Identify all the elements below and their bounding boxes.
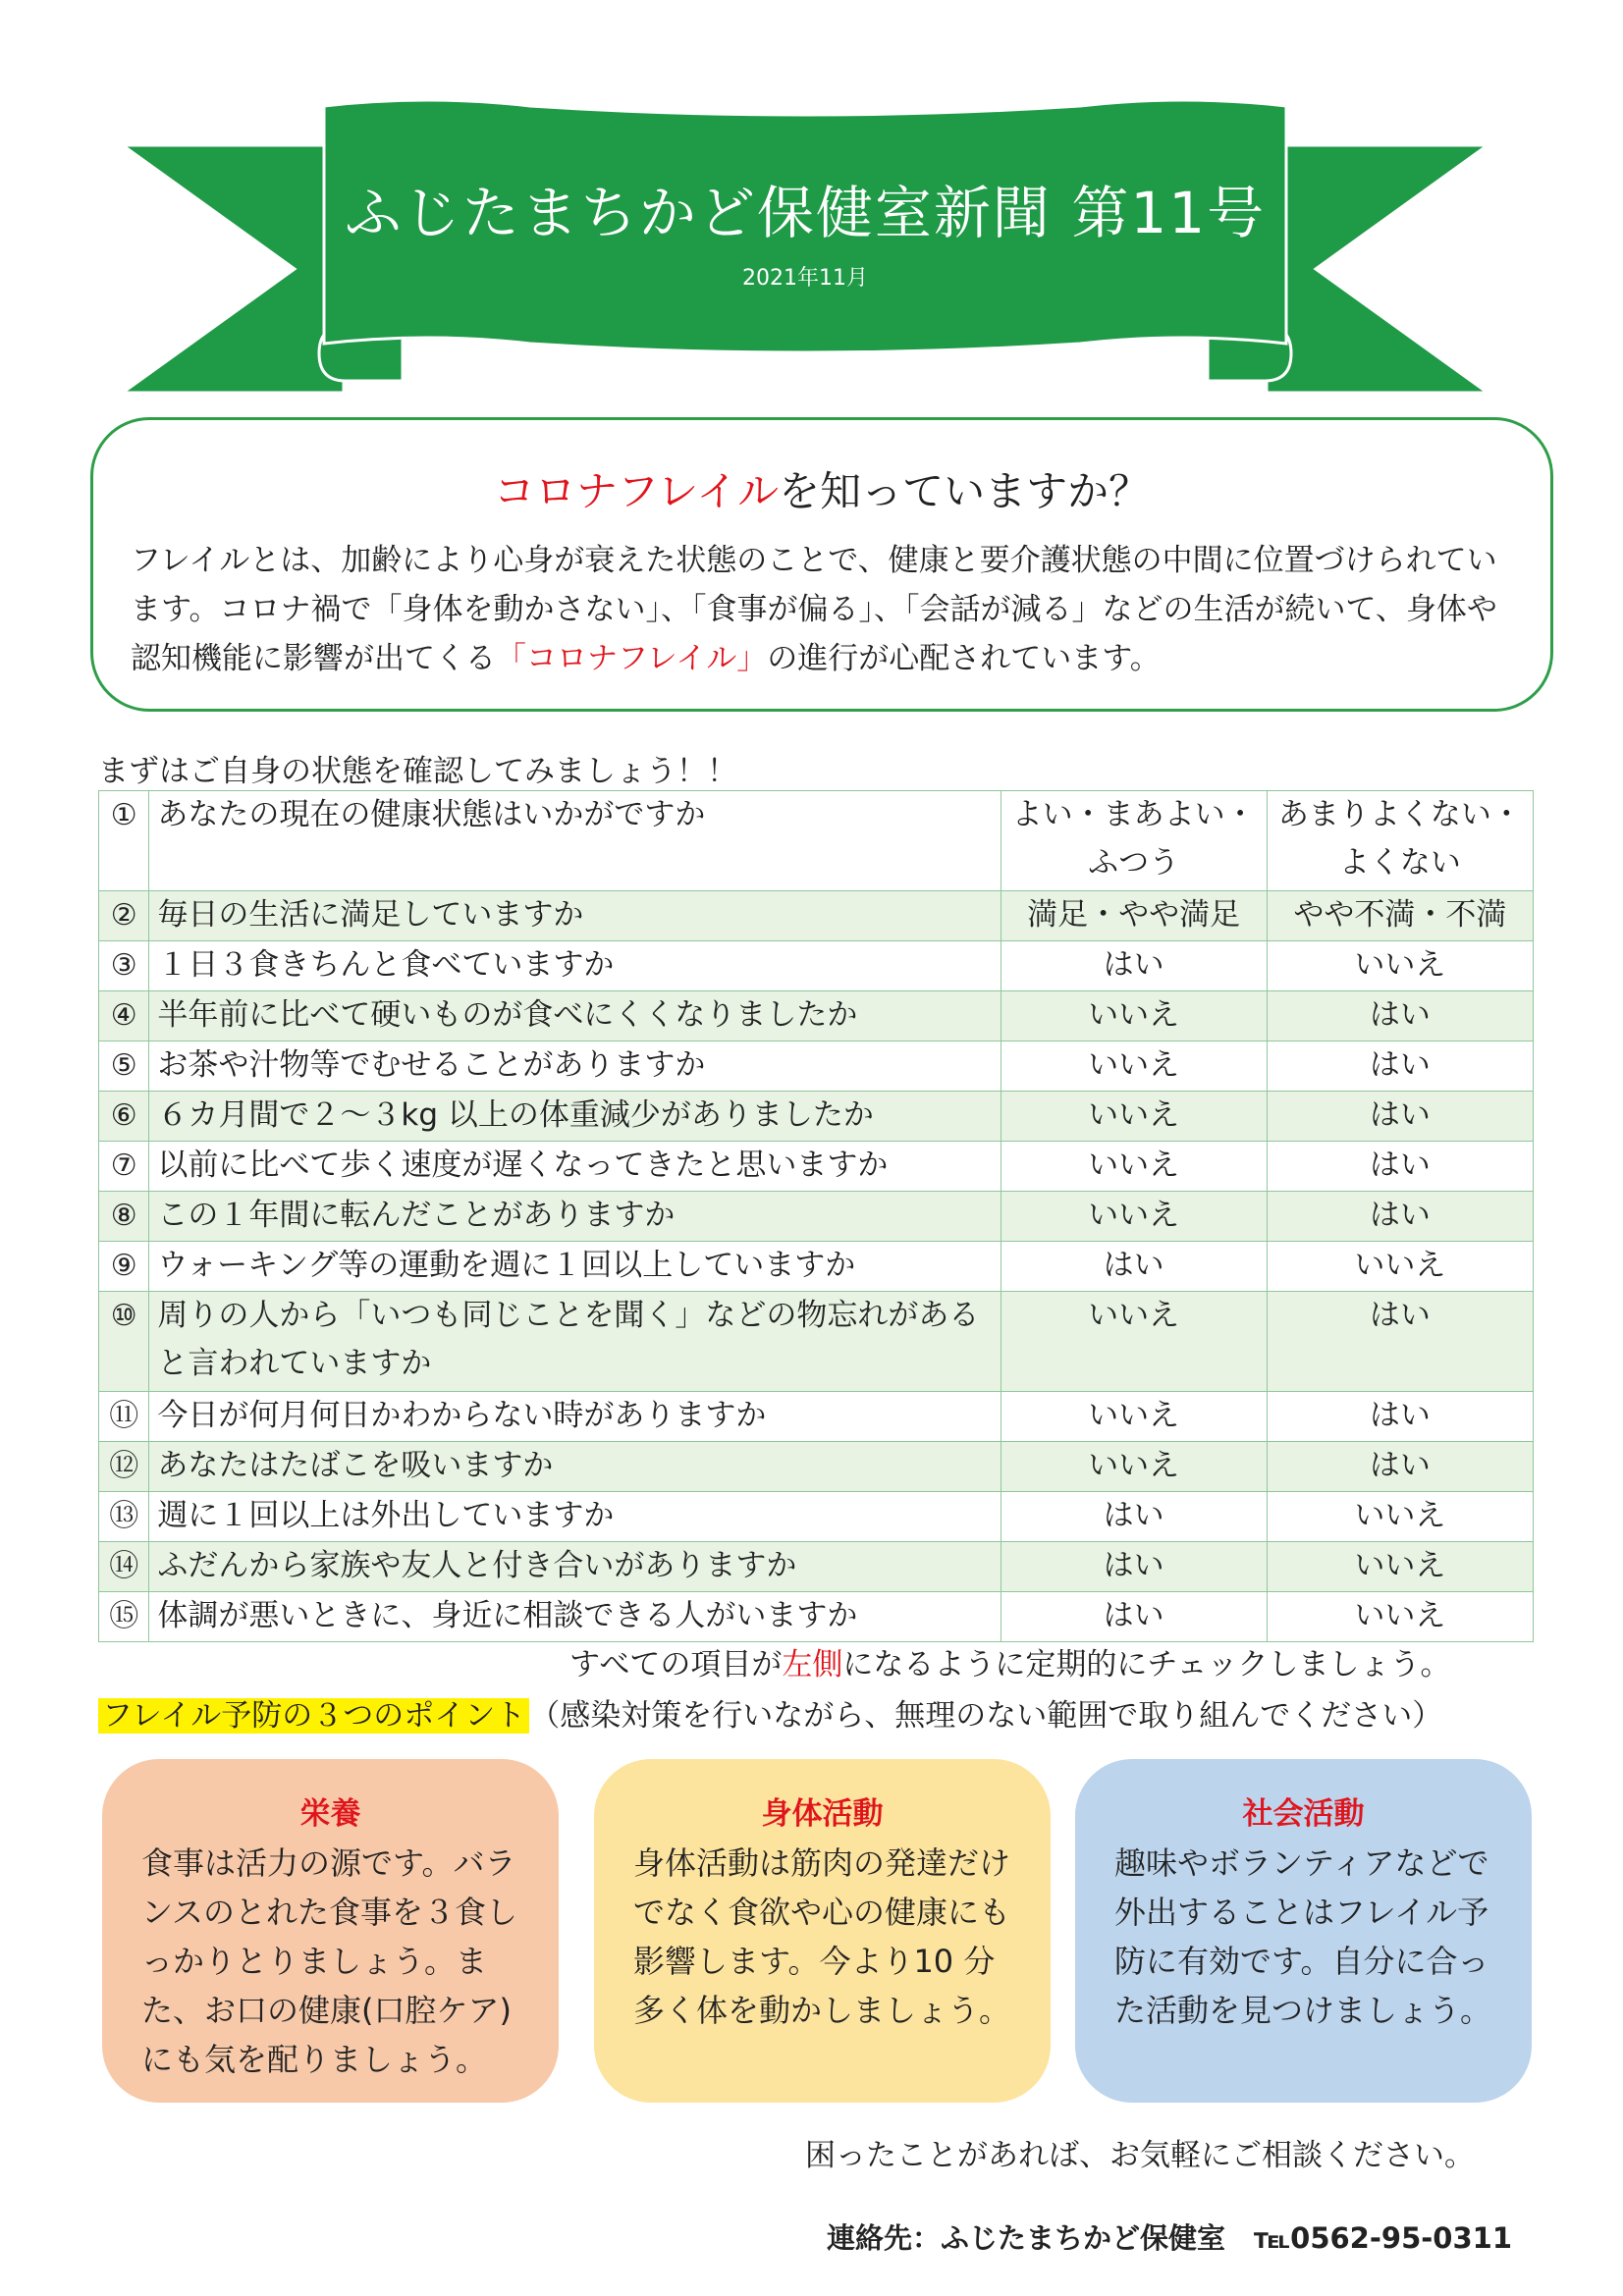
question-text: １日３食きちんと食べていますか <box>149 941 1001 991</box>
answer-good: いいえ <box>1001 1442 1267 1492</box>
answer-poor: はい <box>1267 1192 1533 1242</box>
intro-body-text: フレイルとは、加齢により心身が衰えた状態のことで、健康と要介護状態の中間に位置づけられています。コロナ禍で「身体を動かさない」、「食事が偏る」、「会話が減る」などの生活が続いて、身体や認知機能に影響が出てくる <box>131 543 1497 676</box>
checklist-note-text: すべての項目が <box>569 1647 783 1682</box>
issue-date: 2021年11月 <box>742 266 868 291</box>
checklist-row <box>99 1292 1534 1392</box>
checklist-note-highlight: 左側 <box>782 1647 843 1682</box>
checklist-row <box>99 941 1534 991</box>
points-label: フレイル予防の３つのポイント <box>98 1698 529 1734</box>
question-number: ② <box>99 891 149 941</box>
intro-heading <box>93 459 1550 518</box>
frailty-checklist-table <box>98 790 1534 1642</box>
checklist-note-text-end: になるように定期的にチェックしましょう。 <box>842 1647 1451 1682</box>
answer-good: はい <box>1001 1542 1267 1592</box>
answer-good: いいえ <box>1001 1142 1267 1192</box>
banner-ribbon <box>118 98 1492 402</box>
checklist-row <box>99 1392 1534 1442</box>
question-text: 毎日の生活に満足していますか <box>149 891 1001 941</box>
answer-good: いいえ <box>1001 991 1267 1041</box>
answer-good: はい <box>1001 1592 1267 1642</box>
card-title: 栄養 <box>299 1796 361 1832</box>
card-nutrition <box>102 1759 559 2103</box>
question-text: ウォーキング等の運動を週に１回以上していますか <box>149 1242 1001 1292</box>
answer-good: いいえ <box>1001 1392 1267 1442</box>
question-text: 今日が何月何日かわからない時がありますか <box>149 1392 1001 1442</box>
card-body: 身体活動は筋肉の発達だけでなく食欲や心の健康にも影響します。今より10 分多く体を動かしましょう。 <box>633 1844 1011 2029</box>
question-text: お茶や汁物等でむせることがありますか <box>149 1041 1001 1092</box>
question-text: 周りの人から「いつも同じことを聞く」などの物忘れがあると言われていますか <box>149 1292 1001 1392</box>
answer-poor: いいえ <box>1267 941 1533 991</box>
question-number: ⑪ <box>99 1392 149 1442</box>
question-number: ⑦ <box>99 1142 149 1192</box>
checklist-row <box>99 891 1534 941</box>
checklist-row <box>99 1242 1534 1292</box>
answer-poor: やや不満・不満 <box>1267 891 1533 941</box>
intro-body-text-end: の進行が心配されています。 <box>767 641 1161 676</box>
question-text: ふだんから家族や友人と付き合いがありますか <box>149 1542 1001 1592</box>
card-physical-activity <box>594 1759 1051 2103</box>
question-text: 体調が悪いときに、身近に相談できる人がいますか <box>149 1592 1001 1642</box>
question-number: ① <box>99 791 149 891</box>
question-text: あなたはたばこを吸いますか <box>149 1442 1001 1492</box>
question-number: ⑥ <box>99 1092 149 1142</box>
checklist-row <box>99 1192 1534 1242</box>
question-number: ⑨ <box>99 1242 149 1292</box>
checklist-row <box>99 1492 1534 1542</box>
answer-poor: いいえ <box>1267 1492 1533 1542</box>
card-title: 社会活動 <box>1242 1796 1365 1832</box>
intro-heading-rest: を知っていますか？ <box>779 467 1151 515</box>
answer-poor: はい <box>1267 1442 1533 1492</box>
answer-good: はい <box>1001 1242 1267 1292</box>
checklist-row <box>99 1041 1534 1092</box>
question-number: ⑧ <box>99 1192 149 1242</box>
checklist-row <box>99 1592 1534 1642</box>
footer-message: 困ったことがあれば、お気軽にご相談ください。 <box>805 2138 1475 2173</box>
intro-box <box>90 417 1553 712</box>
checklist-note <box>569 1639 1450 1683</box>
question-number: ④ <box>99 991 149 1041</box>
checklist-row <box>99 991 1534 1041</box>
question-number: ⑬ <box>99 1492 149 1542</box>
intro-body <box>131 536 1525 683</box>
question-number: ⑩ <box>99 1292 149 1392</box>
newsletter-title: ふじたまちかど保健室新聞 第11号 <box>344 180 1267 246</box>
question-text: ６カ月間で２～３kg 以上の体重減少がありましたか <box>149 1092 1001 1142</box>
checklist-row <box>99 1142 1534 1192</box>
question-number: ③ <box>99 941 149 991</box>
checklist-intro: まずはご自身の状態を確認してみましょう！！ <box>98 754 737 789</box>
question-number: ⑮ <box>99 1592 149 1642</box>
card-body: 趣味やボランティアなどで外出することはフレイル予防に有効です。自分に合った活動を見つけましょう。 <box>1114 1844 1492 2029</box>
answer-good: いいえ <box>1001 1041 1267 1092</box>
answer-good: はい <box>1001 941 1267 991</box>
answer-poor: いいえ <box>1267 1242 1533 1292</box>
checklist-row <box>99 1442 1534 1492</box>
question-number: ⑤ <box>99 1041 149 1092</box>
answer-good: いいえ <box>1001 1092 1267 1142</box>
answer-good: よい・まあよい・ふつう <box>1001 791 1267 891</box>
points-heading-line <box>98 1690 1442 1735</box>
question-text: 以前に比べて歩く速度が遅くなってきたと思いますか <box>149 1142 1001 1192</box>
question-text: この１年間に転んだことがありますか <box>149 1192 1001 1242</box>
checklist-row <box>99 1092 1534 1142</box>
answer-good: いいえ <box>1001 1292 1267 1392</box>
card-body: 食事は活力の源です。バランスのとれた食事を３食しっかりとりましょう。また、お口の健康(口腔ケア)にも気を配りましょう。 <box>141 1844 518 2078</box>
question-text: あなたの現在の健康状態はいかがですか <box>149 791 1001 891</box>
contact-info: 連絡先：ふじたまちかど保健室 ℡0562-95-0311 <box>827 2221 1512 2255</box>
answer-poor: はい <box>1267 1092 1533 1142</box>
checklist-row <box>99 791 1534 891</box>
answer-poor: いいえ <box>1267 1542 1533 1592</box>
answer-good: 満足・やや満足 <box>1001 891 1267 941</box>
checklist-row <box>99 1542 1534 1592</box>
question-text: 半年前に比べて硬いものが食べにくくなりましたか <box>149 991 1001 1041</box>
card-social-activity <box>1075 1759 1532 2103</box>
question-number: ⑭ <box>99 1542 149 1592</box>
answer-good: はい <box>1001 1492 1267 1542</box>
card-title: 身体活動 <box>761 1796 884 1832</box>
intro-heading-highlight: コロナフレイル <box>493 467 780 515</box>
answer-poor: はい <box>1267 991 1533 1041</box>
question-text: 週に１回以上は外出していますか <box>149 1492 1001 1542</box>
intro-body-highlight: 「コロナフレイル」 <box>496 641 768 676</box>
answer-poor: はい <box>1267 1142 1533 1192</box>
points-note: （感染対策を行いながら、無理のない範囲で取り組んでください） <box>529 1698 1443 1734</box>
answer-good: いいえ <box>1001 1192 1267 1242</box>
answer-poor: はい <box>1267 1392 1533 1442</box>
answer-poor: あまりよくない・よくない <box>1267 791 1533 891</box>
answer-poor: いいえ <box>1267 1592 1533 1642</box>
answer-poor: はい <box>1267 1292 1533 1392</box>
question-number: ⑫ <box>99 1442 149 1492</box>
answer-poor: はい <box>1267 1041 1533 1092</box>
